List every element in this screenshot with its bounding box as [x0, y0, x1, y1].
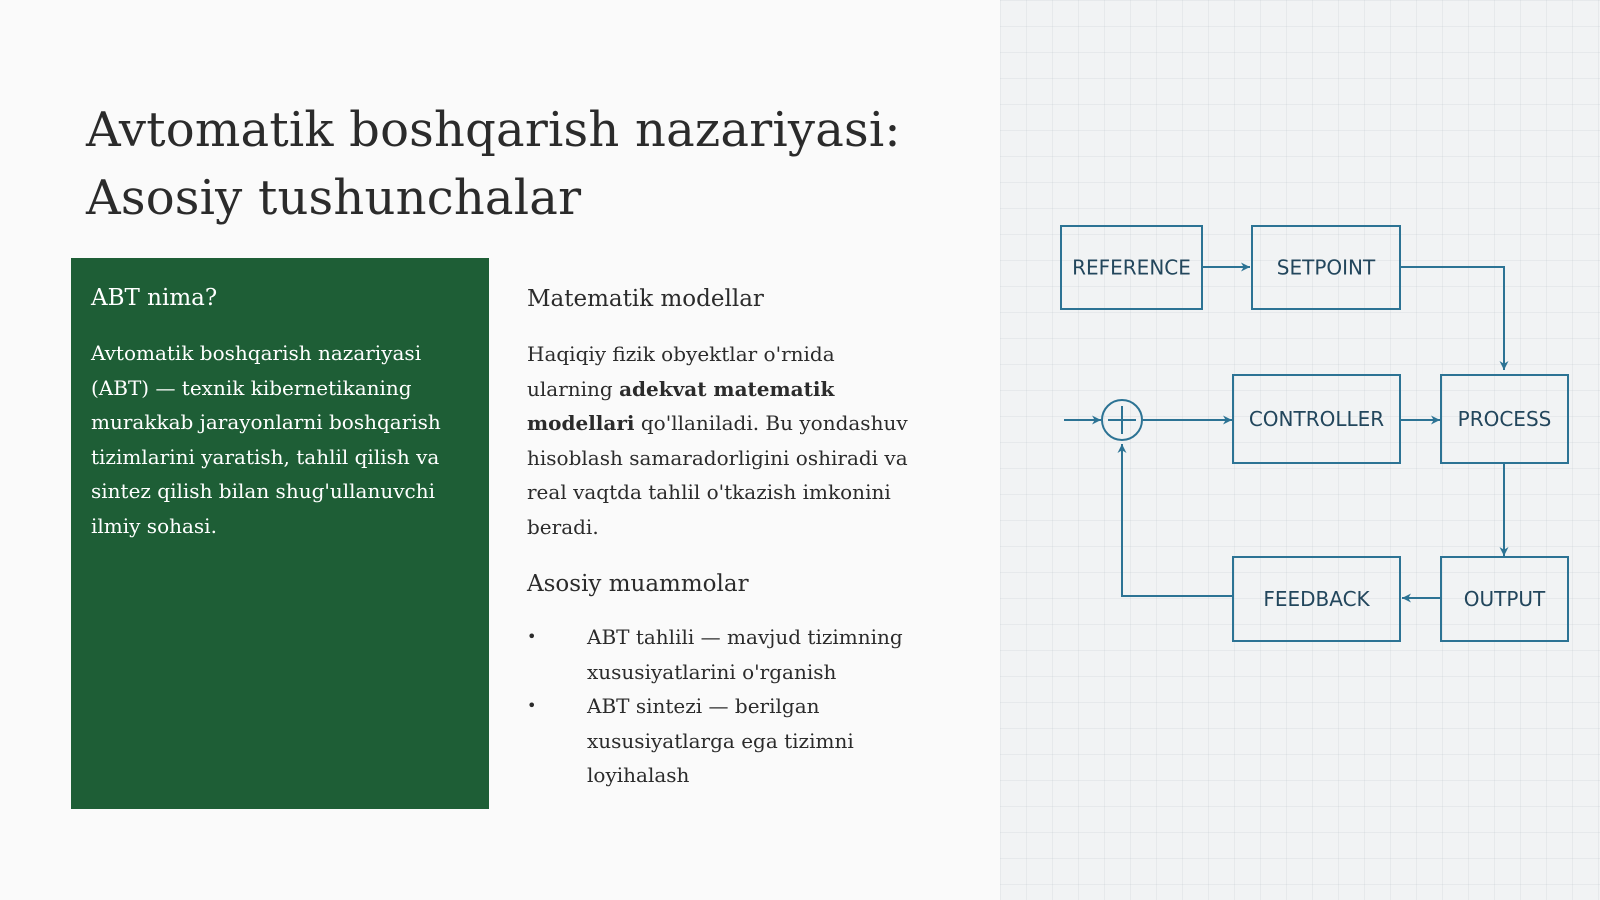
problems-list	[527, 620, 922, 793]
controller-block	[1233, 375, 1400, 463]
problems-section	[527, 568, 922, 793]
problems-heading: Asosiy muammolar	[527, 571, 749, 597]
bullet-icon: •	[527, 627, 537, 646]
reference-block	[1061, 226, 1202, 309]
models-text-start: Haqiqiy fizik obyektlar o'rnida ularning	[527, 342, 835, 401]
controller-block-label: CONTROLLER	[1248, 407, 1385, 431]
definition-card-heading: ABT nima?	[91, 285, 218, 311]
setpoint-block	[1252, 226, 1400, 309]
process-block-label: PROCESS	[1457, 407, 1552, 431]
models-text-bold: adekvat matematik modellari	[527, 376, 835, 435]
diagram-panel	[1000, 0, 1600, 900]
list-item	[527, 620, 922, 689]
setpoint-to-process-arrow	[1400, 267, 1504, 370]
reference-block-label: REFERENCE	[1072, 255, 1191, 280]
feedback-block	[1233, 557, 1400, 641]
models-text-end: qo'llaniladi. Bu yondashuv hisoblash samaradorligini oshiradi va real vaqtda tahlil o'tkazish imkonini beradi.	[527, 411, 908, 539]
models-paragraph	[527, 337, 922, 544]
feedback-to-summing-arrow	[1122, 444, 1232, 596]
list-item-text: ABT tahlili — mavjud tizimning xususiyatlarini o'rganish	[587, 625, 903, 684]
process-block	[1441, 375, 1568, 463]
bullet-icon: •	[527, 696, 537, 715]
slide-title-line-1: Avtomatik boshqarish nazariyasi:	[86, 102, 901, 158]
models-heading: Matematik modellar	[527, 286, 764, 312]
summing-junction-icon	[1102, 400, 1142, 440]
models-section	[527, 283, 922, 544]
output-block-label: OUTPUT	[1463, 587, 1546, 611]
definition-card	[71, 258, 489, 809]
slide-title	[86, 96, 966, 232]
definition-card-body: Avtomatik boshqarish nazariyasi (ABT) — texnik kibernetikaning murakkab jarayonlarni boshqarish tizimlarini yaratish, tahlil qilish va sintez qilish bilan shug'ullanuvchi ilmiy sohasi.	[91, 341, 441, 538]
feedback-block-label: FEEDBACK	[1263, 587, 1370, 611]
control-loop-diagram	[1000, 0, 1600, 900]
list-item-text: ABT sintezi — berilgan xususiyatlarga ega tizimni loyihalash	[587, 694, 854, 787]
slide-title-line-2: Asosiy tushunchalar	[86, 170, 582, 226]
setpoint-block-label: SETPOINT	[1276, 255, 1376, 280]
list-item	[527, 689, 922, 793]
output-block	[1441, 557, 1568, 641]
